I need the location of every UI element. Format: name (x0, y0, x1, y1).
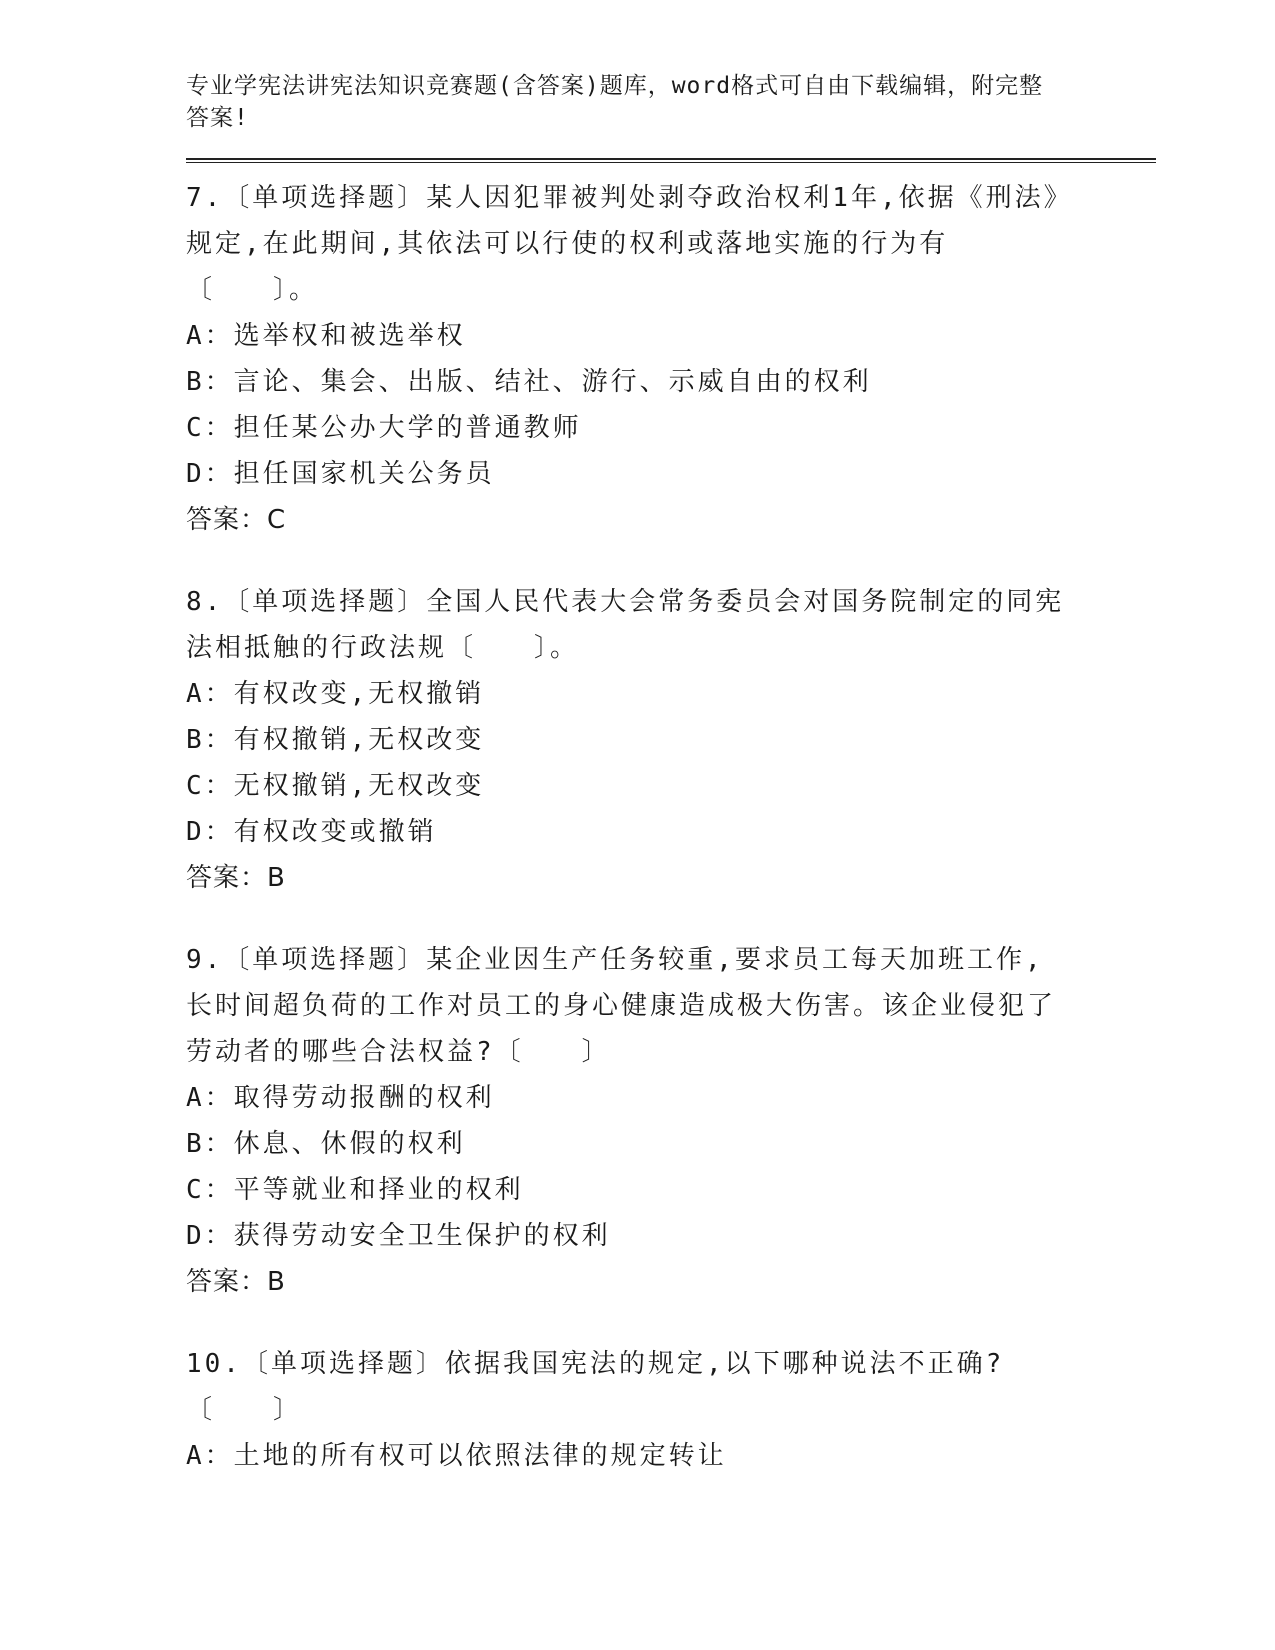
question-stem: 7.〔单项选择题〕某人因犯罪被判处剥夺政治权利1年,依据《刑法》规定,在此期间,其依法可以行使的权利或落地实施的行为有〔 〕。 (186, 183, 1060, 305)
header-rule-thick (186, 158, 1156, 160)
option-c: C：无权撤销,无权改变 (186, 771, 485, 801)
question-7 (186, 175, 1156, 543)
option-c: C：平等就业和择业的权利 (186, 1175, 524, 1205)
option-a: A：有权改变,无权撤销 (186, 679, 485, 709)
option-a: A：选举权和被选举权 (186, 321, 466, 351)
question-9 (186, 937, 1156, 1305)
answer-line: 答案：B (186, 863, 286, 893)
header-double-rule (186, 158, 1156, 165)
option-a: A：取得劳动报酬的权利 (186, 1083, 495, 1113)
option-b: B：有权撤销,无权改变 (186, 725, 485, 755)
document-header: 专业学宪法讲宪法知识竞赛题(含答案)题库，word格式可自由下载编辑，附完整答案! (186, 73, 1044, 131)
document-page (186, 70, 1156, 1479)
question-stem: 10.〔单项选择题〕依据我国宪法的规定,以下哪种说法不正确?〔 〕 (186, 1349, 1005, 1425)
option-c: C：担任某公办大学的普通教师 (186, 413, 582, 443)
option-d: D：获得劳动安全卫生保护的权利 (186, 1221, 611, 1251)
option-b: B：休息、休假的权利 (186, 1129, 466, 1159)
option-b: B：言论、集会、出版、结社、游行、示威自由的权利 (186, 367, 872, 397)
question-8 (186, 579, 1156, 901)
answer-line: 答案：C (186, 505, 287, 535)
answer-line: 答案：B (186, 1267, 286, 1297)
question-10 (186, 1341, 1156, 1479)
header-rule-thin (186, 162, 1156, 163)
question-stem: 9.〔单项选择题〕某企业因生产任务较重,要求员工每天加班工作,长时间超负荷的工作对员工的身心健康造成极大伤害。该企业侵犯了劳动者的哪些合法权益?〔 〕 (186, 945, 1057, 1067)
option-d: D：有权改变或撤销 (186, 817, 437, 847)
option-a: A：土地的所有权可以依照法律的规定转让 (186, 1441, 727, 1471)
question-stem: 8.〔单项选择题〕全国人民代表大会常务委员会对国务院制定的同宪法相抵触的行政法规〔 〕。 (186, 587, 1065, 663)
option-d: D：担任国家机关公务员 (186, 459, 495, 489)
